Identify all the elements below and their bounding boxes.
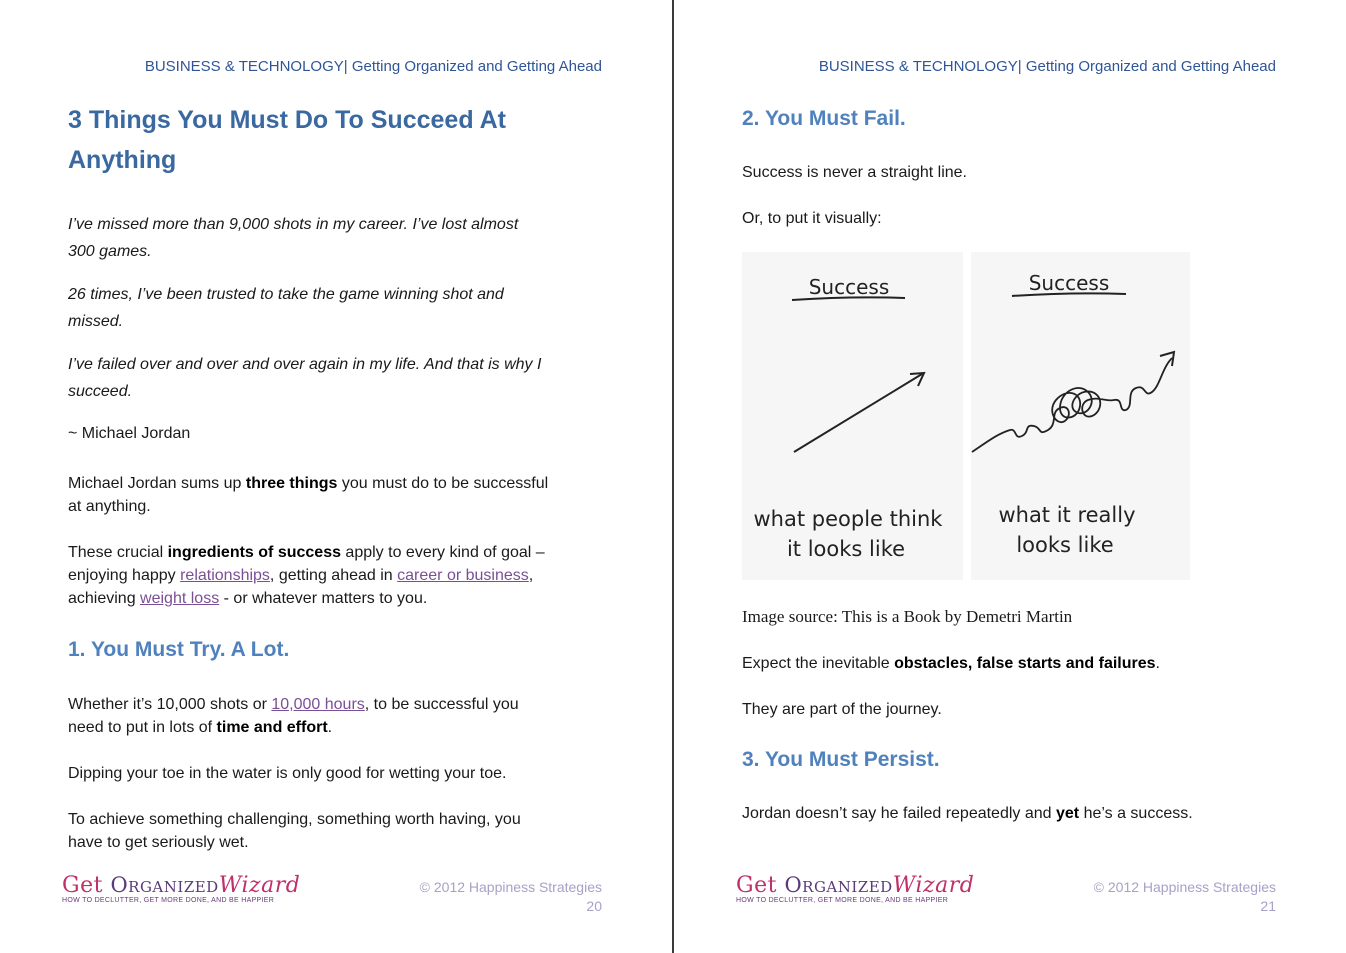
left-caption-line1: what people think — [753, 507, 943, 531]
running-header: BUSINESS & TECHNOLOGY| Getting Organized and Getting Ahead — [144, 58, 602, 75]
page-number: 21 — [1260, 898, 1276, 914]
left-caption-line2: it looks like — [786, 537, 906, 561]
paragraph-obstacles: Expect the inevitable obstacles, false starts and failures. — [742, 655, 1160, 672]
page-footer — [1094, 878, 1276, 916]
page-number: 20 — [586, 898, 602, 914]
weight-loss-link[interactable]: weight loss — [140, 590, 220, 607]
paragraph-jordan-success: Jordan doesn’t say he failed repeatedly and yet he’s a success. — [742, 805, 1193, 822]
get-organized-wizard-logo[interactable]: Get OrganizedWizard HOW TO DECLUTTER, GET MORE DONE, AND BE HAPPIER — [736, 873, 975, 904]
paragraph-visually: Or, to put it visually: — [742, 210, 882, 227]
get-organized-wizard-logo[interactable]: Get OrganizedWizard HOW TO DECLUTTER, GET MORE DONE, AND BE HAPPIER — [62, 873, 301, 904]
copyright: © 2012 Happiness Strategies — [1093, 879, 1276, 895]
page-footer — [420, 878, 602, 916]
relationships-link[interactable]: relationships — [180, 567, 270, 584]
page-title: 3 Things You Must Do To Succeed At Anything — [68, 106, 506, 174]
paragraph-toe: Dipping your toe in the water is only good for wetting your toe. — [68, 765, 507, 782]
copyright: © 2012 Happiness Strategies — [419, 879, 602, 895]
right-caption-line1: what it really — [998, 503, 1136, 527]
right-panel-title: Success — [1028, 271, 1110, 295]
page-left — [0, 0, 672, 953]
running-header: BUSINESS & TECHNOLOGY| Getting Organized and Getting Ahead — [818, 58, 1276, 75]
paragraph-three-things: Michael Jordan sums up three things you must do to be successful at anything. — [68, 475, 549, 515]
paragraph-straight-line: Success is never a straight line. — [742, 164, 967, 181]
success-illustration — [742, 252, 1192, 582]
heading-must-try: 1. You Must Try. A Lot. — [68, 638, 290, 661]
career-or-business-link[interactable]: career or business — [397, 567, 529, 584]
panel-reality — [971, 252, 1190, 580]
paragraph-effort: Whether it’s 10,000 shots or 10,000 hours, to be successful you need to put in lots of time and effort. — [68, 696, 519, 736]
quote-block: I’ve missed more than 9,000 shots in my career. I’ve lost almost 300 games. 26 times, I’ve been trusted to take the game winning shot and missed. I’ve failed over and over and over again in my life. And that is why I succeed. — [68, 216, 542, 400]
paragraph-ingredients: These crucial ingredients of success apply to every kind of goal – enjoying happy relationships, getting ahead in career or business, achieving weight loss - or whatever matters to you. — [68, 544, 545, 607]
10000-hours-link[interactable]: 10,000 hours — [271, 696, 365, 713]
heading-must-fail: 2. You Must Fail. — [742, 107, 906, 130]
left-panel-title: Success — [808, 275, 890, 299]
heading-must-persist: 3. You Must Persist. — [742, 748, 940, 771]
page-right — [674, 0, 1346, 953]
paragraph-journey: They are part of the journey. — [742, 701, 942, 718]
image-source: Image source: This is a Book by Demetri Martin — [742, 607, 1073, 626]
paragraph-wet: To achieve something challenging, something worth having, you have to get seriously wet. — [68, 811, 521, 851]
right-caption-line2: looks like — [1016, 533, 1114, 557]
quote-attribution: ~ Michael Jordan — [68, 425, 191, 442]
